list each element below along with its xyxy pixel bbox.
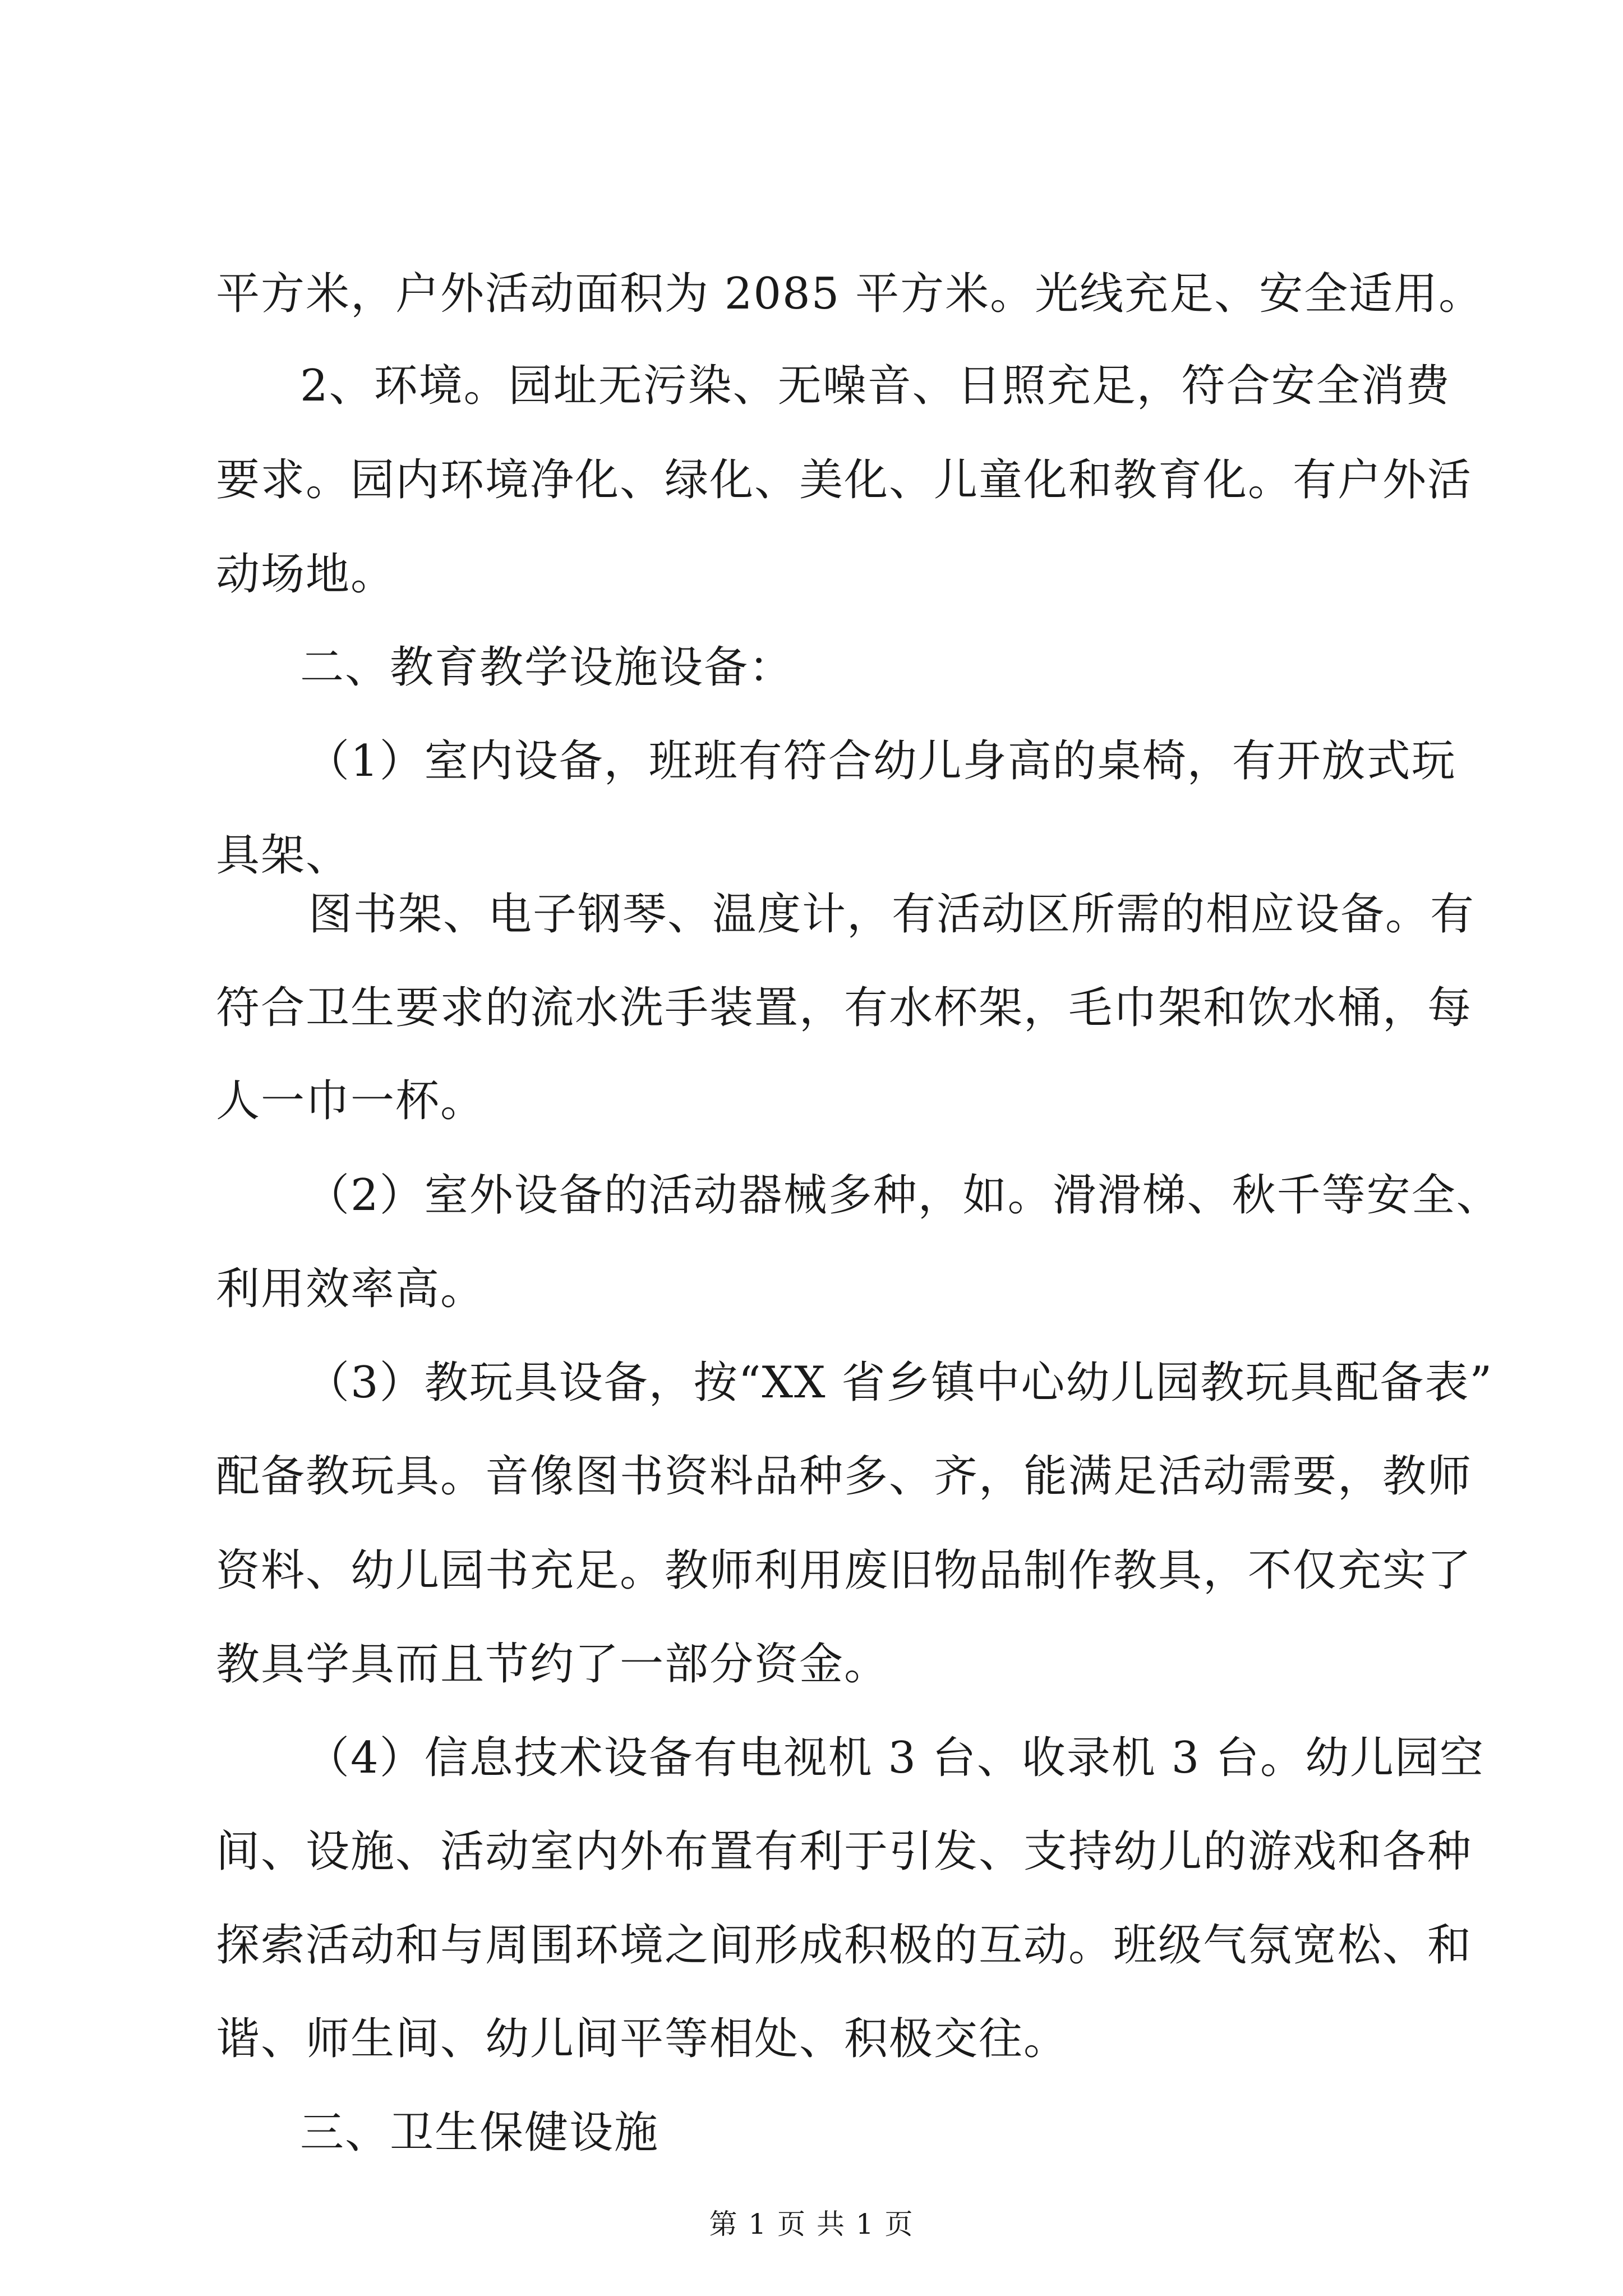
page-footer: 第 1 页 共 1 页 [709,2208,914,2240]
body-text-line: 配备教玩具。音像图书资料品种多、齐，能满足活动需要，教师 [216,1451,1473,1502]
body-text-line: 谐、师生间、幼儿间平等相处、积极交往。 [216,2014,1069,2064]
body-text-line: （4）信息技术设备有电视机 3 台、收录机 3 台。幼儿园空 [306,1733,1485,1783]
body-text-line: 教具学具而且节约了一部分资金。 [216,1639,889,1690]
body-text-line: 图书架、电子钢琴、温度计，有活动区所需的相应设备。有 [308,889,1476,940]
body-text-line: 平方米，户外活动面积为 2085 平方米。光线充足、安全适用。 [216,269,1484,319]
section-heading: 二、教育教学设施设备： [300,642,794,693]
body-text-line: 资料、幼儿园书充足。教师利用废旧物品制作教具，不仅充实了 [216,1545,1473,1596]
body-text-line: 探索活动和与周围环境之间形成积极的互动。班级气氛宽松、和 [216,1920,1473,1971]
body-text-line: 要求。园内环境净化、绿化、美化、儿童化和教育化。有户外活 [216,455,1473,505]
body-text-line: 动场地。 [216,549,396,600]
body-text-line: 利用效率高。 [216,1264,486,1314]
body-text-line: （2）室外设备的活动器械多种，如。滑滑梯、秋千等安全、 [306,1170,1501,1221]
body-text-line: 间、设施、活动室内外布置有利于引发、支持幼儿的游戏和各种 [216,1826,1473,1877]
body-text-line: （3）教玩具设备，按“XX 省乡镇中心幼儿园教玩具配备表” [306,1358,1493,1408]
body-text-line: 具架、 [216,830,351,881]
body-text-line: 符合卫生要求的流水洗手装置，有水杯架，毛巾架和饮水桶，每 [216,983,1473,1033]
body-text-line: 2、环境。园址无污染、无噪音、日照充足，符合安全消费 [300,361,1451,411]
section-heading: 三、卫生保健设施 [300,2108,660,2158]
body-text-line: （1）室内设备，班班有符合幼儿身高的桌椅，有开放式玩 [306,736,1456,786]
body-text-line: 人一巾一杯。 [216,1076,486,1126]
